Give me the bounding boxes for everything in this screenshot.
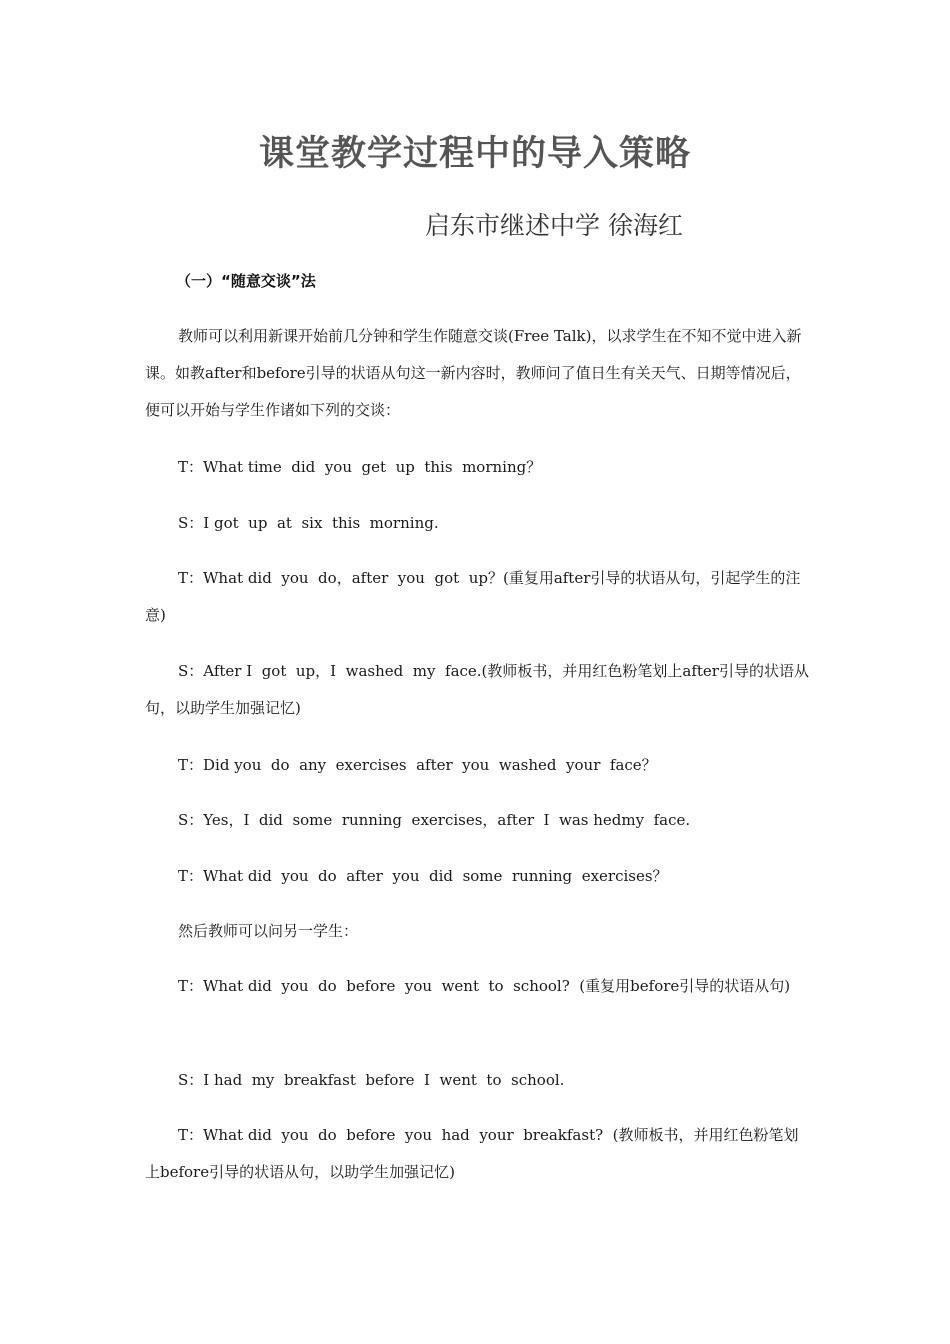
dialogue-line-2: S：I got up at six this morning. <box>178 514 439 532</box>
dialogue-line-6: S：Yes，I did some running exercises，after I was hedmy face. <box>178 811 691 829</box>
author-line: 启东市继述中学 徐海红 <box>425 211 683 240</box>
dialogue-line-5: T：Did you do any exercises after you washed your face？ <box>178 756 657 774</box>
dialogue-line-10: T：What did you do before you had your breakfast? (教师板书，并用红色粉笔划上before引导的状语从句，以助学生加强记忆) <box>145 1126 799 1181</box>
dialogue-line-1: T：What time did you get up this morning？ <box>178 458 542 476</box>
dialogue-line-8: T：What did you do before you went to school? (重复用before引导的状语从句) <box>178 977 791 995</box>
dialogue-line-3: T：What did you do，after you got up？(重复用after引导的状语从句，引起学生的注意) <box>145 569 801 624</box>
section-heading: （一）“随意交谈”法 <box>176 272 316 290</box>
dialogue-line-7: T：What did you do after you did some running exercises？ <box>178 867 668 885</box>
transition-line: 然后教师可以问另一学生： <box>178 922 359 940</box>
document-title: 课堂教学过程中的导入策略 <box>258 134 691 174</box>
dialogue-line-4: S：After I got up，I washed my face.(教师板书，并用红色粉笔划上after引导的状语从句，以助学生加强记忆) <box>145 662 809 717</box>
dialogue-line-9: S：I had my breakfast before I went to school. <box>178 1071 565 1089</box>
intro-paragraph: 教师可以利用新课开始前几分钟和学生作随意交谈(Free Talk)，以求学生在不知不觉中进入新课。如教after和before引导的状语从句这一新内容时，教师问了值日生有关天气、日期等情况后，便可以开始与学生作诸如下列的交谈： <box>145 327 802 419</box>
